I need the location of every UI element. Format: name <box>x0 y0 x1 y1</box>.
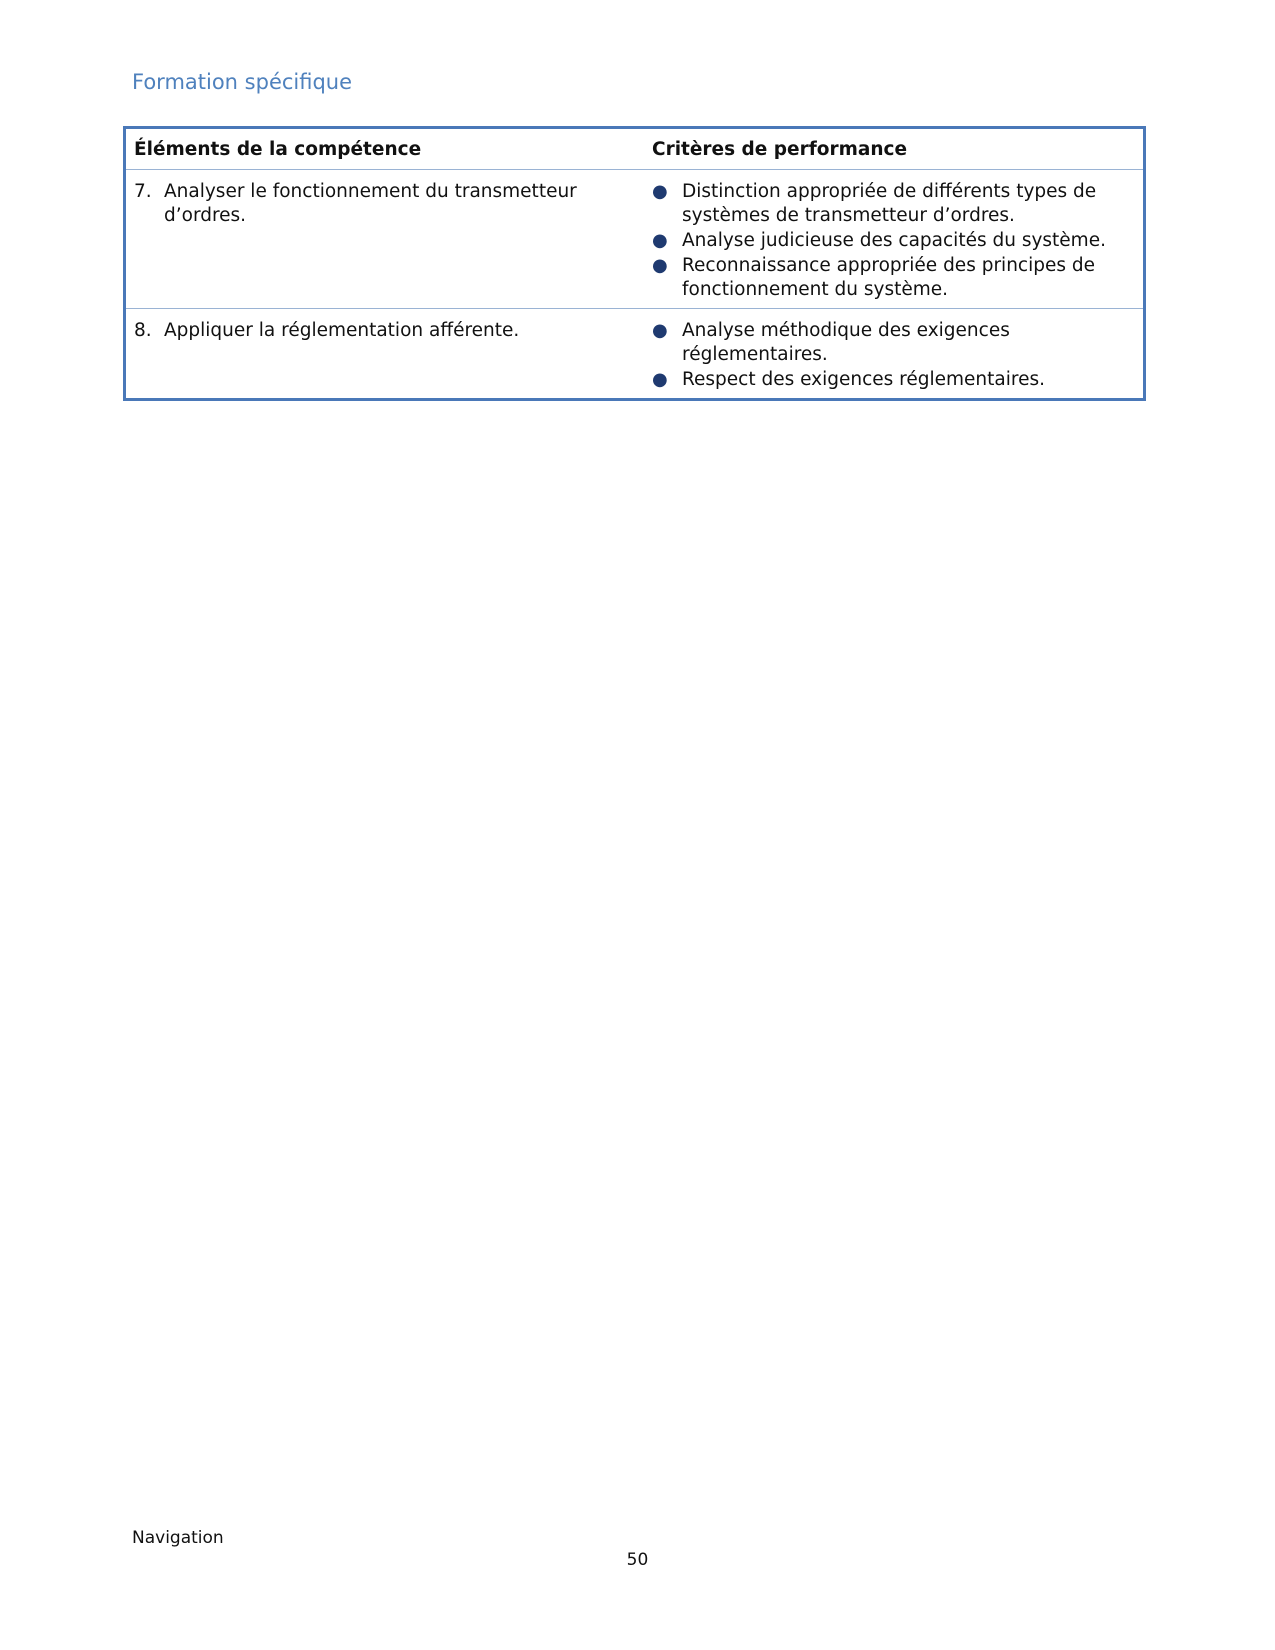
list-item <box>652 229 1135 253</box>
criterion-text: Analyse méthodique des exigences réglementaires. <box>682 320 1010 365</box>
element-text: Appliquer la réglementation afférente. <box>164 320 520 341</box>
element-number: 8. <box>134 320 152 341</box>
criterion-text: Distinction appropriée de différents types de systèmes de transmetteur d’ordres. <box>682 181 1097 226</box>
criteria-list <box>652 180 1135 302</box>
criterion-text: Reconnaissance appropriée des principes de fonctionnement du système. <box>682 255 1096 300</box>
list-item <box>652 319 1135 367</box>
element-text: Analyser le fonctionnement du transmetteur d’ordres. <box>164 181 577 226</box>
bullet-icon: ● <box>652 320 668 341</box>
bullet-icon: ● <box>652 255 668 276</box>
header-criteria: Critères de performance <box>642 128 1145 170</box>
footer-label: Navigation <box>132 1528 224 1548</box>
bullet-icon: ● <box>652 369 668 390</box>
criterion-text: Respect des exigences réglementaires. <box>682 369 1045 390</box>
page-number: 50 <box>626 1550 649 1570</box>
bullet-icon: ● <box>652 230 668 251</box>
table-row <box>125 309 1145 400</box>
competence-table <box>123 126 1146 401</box>
criteria-cell <box>642 309 1145 400</box>
table-row <box>125 170 1145 309</box>
list-item <box>652 254 1135 302</box>
criteria-list <box>652 319 1135 392</box>
table-header-row <box>125 128 1145 170</box>
element-cell <box>125 170 643 309</box>
element-number: 7. <box>134 181 152 202</box>
criterion-text: Analyse judicieuse des capacités du système. <box>682 230 1106 251</box>
header-elements: Éléments de la compétence <box>125 128 643 170</box>
list-item <box>652 180 1135 228</box>
criteria-cell <box>642 170 1145 309</box>
bullet-icon: ● <box>652 181 668 202</box>
list-item <box>652 368 1135 392</box>
element-cell <box>125 309 643 400</box>
section-title: Formation spécifique <box>132 70 353 94</box>
